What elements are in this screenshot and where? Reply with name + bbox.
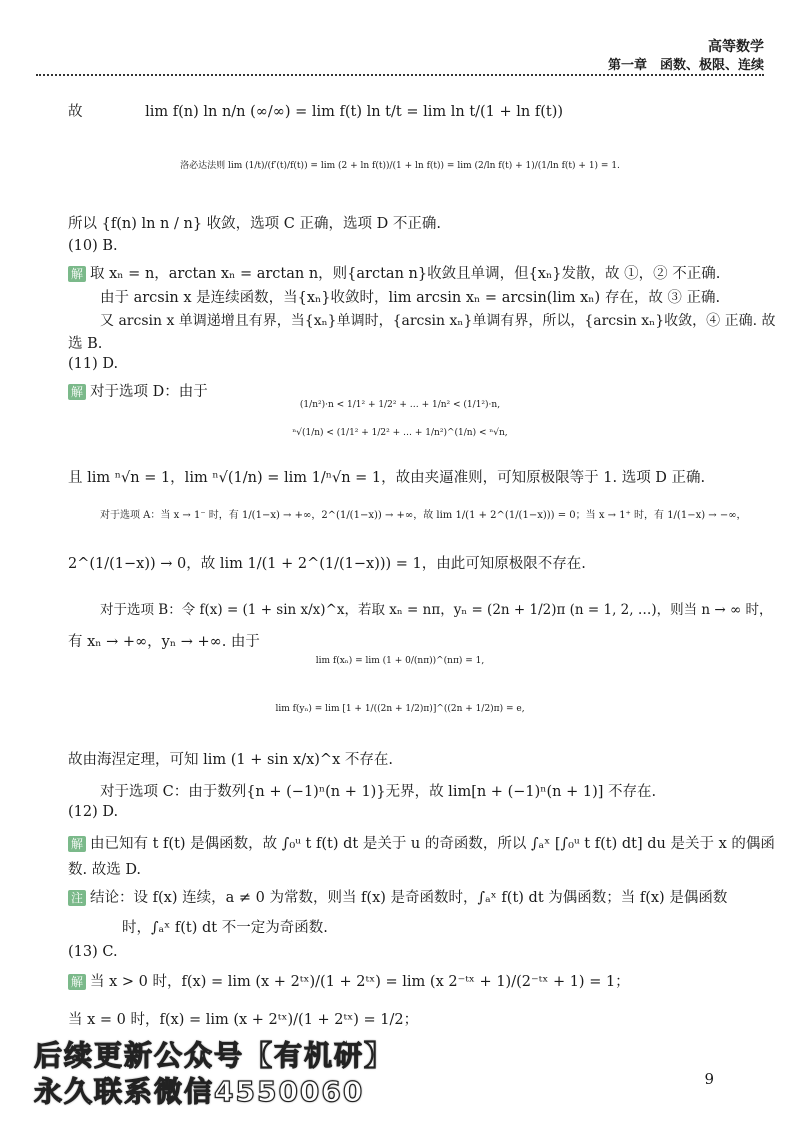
text-line: 时，∫ₐˣ f(t) dt 不一定为奇函数. bbox=[122, 920, 328, 936]
text-line: 由于 arcsin x 是连续函数，当{xₙ}收敛时，lim arcsin xₙ = arcsin(lim xₙ) 存在，故 ③ 正确. bbox=[100, 290, 721, 306]
watermark-line-1: 后续更新公众号【有机研】 bbox=[34, 1039, 395, 1072]
text-line: 解 对于选项 D：由于 bbox=[68, 380, 208, 401]
text-line: 解 取 xₙ = n，arctan xₙ = arctan n，则{arctan n}收敛且单调，但{xₙ}发散，故 ①，② 不正确. bbox=[68, 262, 720, 283]
text-line: 有 xₙ → +∞，yₙ → +∞. 由于 bbox=[68, 634, 260, 650]
header-dotted-rule bbox=[36, 74, 764, 76]
solution-tag: 解 bbox=[68, 974, 86, 990]
math-line: (1/n²)·n < 1/1² + 1/2² + … + 1/n² < (1/1²)·n, bbox=[299, 400, 501, 410]
solution-tag: 解 bbox=[68, 384, 86, 400]
text-line: 故由海涅定理，可知 lim (1 + sin x/x)^x 不存在. bbox=[68, 752, 393, 768]
math-line: 洛必达法则 lim (1/t)/(f′(t)/f(t)) = lim (2 + ln f(t))/(1 + ln f(t)) = lim (2/ln f(t) + 1)/(1/ln f(t) + 1) = 1. bbox=[180, 161, 620, 171]
note-tag: 注 bbox=[68, 890, 86, 906]
text-line: 对于选项 B：令 f(x) = (1 + sin x/x)^x，若取 xₙ = nπ，yₙ = (2n + 1/2)π (n = 1, 2, …)，则当 n → ∞ 时， bbox=[100, 602, 773, 618]
solution-tag: 解 bbox=[68, 836, 86, 852]
text-line: 所以 {f(n) ln n / n} 收敛，选项 C 正确，选项 D 不正确. bbox=[68, 216, 441, 232]
text-line: 对于选项 A：当 x → 1⁻ 时，有 1/(1−x) → +∞，2^(1/(1−x)) → +∞，故 lim 1/(1 + 2^(1/(1−x))) = 0；当 x → 1⁺ 时，有 1/(1−x) → −∞， bbox=[100, 510, 747, 521]
text-line: 对于选项 C：由于数列{n + (−1)ⁿ(n + 1)}无界，故 lim[n + (−1)ⁿ(n + 1)] 不存在. bbox=[100, 784, 657, 800]
text-line: 数. 故选 D. bbox=[68, 862, 142, 878]
text-line: 又 arcsin x 单调递增且有界，当{xₙ}单调时，{arcsin xₙ}单调有界，所以，{arcsin xₙ}收敛，④ 正确. 故 bbox=[100, 313, 776, 329]
math-line: lim f(xₙ) = lim (1 + 0/(nπ))^(nπ) = 1, bbox=[315, 656, 485, 666]
answer-label: (10) B. bbox=[68, 238, 118, 254]
answer-label: (11) D. bbox=[68, 356, 119, 372]
text-line: 注 结论：设 f(x) 连续，a ≠ 0 为常数，则当 f(x) 是奇函数时，∫ₐˣ f(t) dt 为偶函数；当 f(x) 是偶函数 bbox=[68, 886, 727, 907]
page-number: 9 bbox=[704, 1070, 714, 1088]
text-line: 选 B. bbox=[68, 336, 103, 352]
watermark-line-2: 永久联系微信4550060 bbox=[34, 1075, 365, 1108]
answer-label: (13) C. bbox=[68, 944, 118, 960]
text-line: 2^(1/(1−x)) → 0，故 lim 1/(1 + 2^(1/(1−x))) = 1，由此可知原极限不存在. bbox=[68, 556, 586, 572]
text-line: 解 当 x > 0 时，f(x) = lim (x + 2ᵗˣ)/(1 + 2ᵗˣ) = lim (x 2⁻ᵗˣ + 1)/(2⁻ᵗˣ + 1) = 1； bbox=[68, 970, 630, 991]
text-line: 解 由已知有 t f(t) 是偶函数，故 ∫₀ᵘ t f(t) dt 是关于 u 的奇函数，所以 ∫ₐˣ [∫₀ᵘ t f(t) dt] du 是关于 x 的偶函 bbox=[68, 832, 775, 853]
text-line: 且 lim ⁿ√n = 1，lim ⁿ√(1/n) = lim 1/ⁿ√n = 1，故由夹逼准则，可知原极限等于 1. 选项 D 正确. bbox=[68, 470, 706, 486]
text-line: 当 x = 0 时，f(x) = lim (x + 2ᵗˣ)/(1 + 2ᵗˣ) = 1/2； bbox=[68, 1012, 419, 1028]
solution-tag: 解 bbox=[68, 266, 86, 282]
answer-label: (12) D. bbox=[68, 804, 119, 820]
math-line: ⁿ√(1/n) < (1/1² + 1/2² + … + 1/n²)^(1/n) < ⁿ√n, bbox=[292, 428, 508, 438]
math-line: 故 lim f(n) ln n/n (∞/∞) = lim f(t) ln t/t = lim ln t/(1 + ln f(t)) bbox=[68, 104, 564, 120]
header-chapter-title: 第一章 函数、极限、连续 bbox=[607, 58, 764, 73]
header-book-title: 高等数学 bbox=[708, 39, 764, 55]
math-line: lim f(yₙ) = lim [1 + 1/((2n + 1/2)π)]^((2n + 1/2)π) = e, bbox=[275, 704, 525, 714]
